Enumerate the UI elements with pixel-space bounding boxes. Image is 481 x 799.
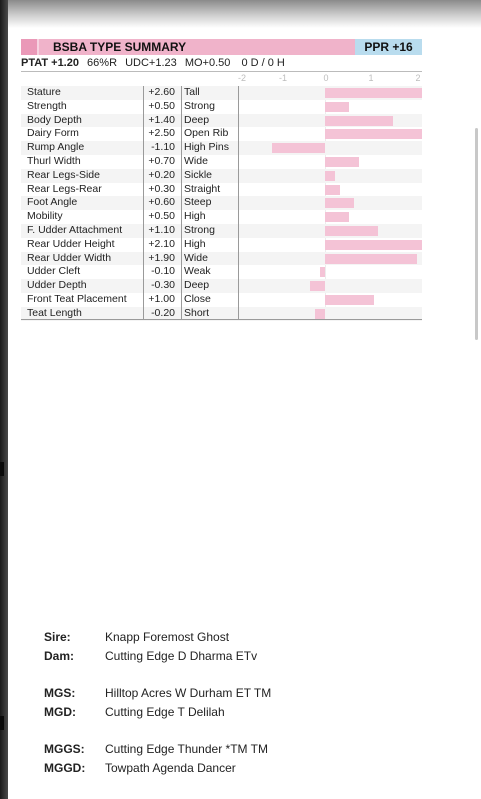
- trait-value: +2.10: [148, 237, 175, 250]
- scrollbar[interactable]: [475, 128, 478, 340]
- trait-descriptor: Strong: [184, 223, 215, 236]
- trait-descriptor: Wide: [184, 154, 208, 167]
- trait-descriptor: Straight: [184, 182, 221, 195]
- table-bottom-border: [21, 319, 422, 320]
- trait-name: Mobility: [27, 210, 63, 223]
- scale-tick: 2: [415, 73, 421, 83]
- trait-row: [21, 127, 422, 141]
- trait-descriptor: Strong: [184, 99, 215, 112]
- trait-descriptor: High: [184, 237, 206, 250]
- trait-bar: [310, 281, 325, 291]
- trait-descriptor: High: [184, 210, 206, 223]
- trait-table: [21, 86, 422, 321]
- mggd-name: Towpath Agenda Dancer: [105, 761, 236, 775]
- edge-tab-marker: [0, 462, 4, 476]
- trait-value: +0.20: [148, 168, 175, 181]
- trait-value: +2.60: [148, 86, 175, 98]
- mgs-label: MGS:: [44, 686, 76, 700]
- column-divider: [238, 86, 239, 320]
- trait-name: Rear Udder Width: [27, 251, 112, 264]
- trait-name: F. Udder Attachment: [27, 223, 123, 236]
- trait-bar: [325, 254, 417, 264]
- trait-row: [21, 86, 422, 100]
- ppr-badge: PPR +16: [355, 39, 422, 55]
- trait-value: +1.10: [148, 223, 175, 236]
- bar-scale: [238, 73, 424, 85]
- sire-name: Knapp Foremost Ghost: [105, 630, 230, 644]
- trait-value: -0.10: [151, 265, 175, 278]
- trait-value: -0.20: [151, 306, 175, 319]
- sire-label: Sire:: [44, 630, 71, 644]
- trait-row: [21, 210, 422, 224]
- summary-stats: [21, 57, 422, 72]
- trait-value: +2.50: [148, 127, 175, 140]
- trait-row: [21, 114, 422, 128]
- trait-descriptor: Sickle: [184, 168, 213, 181]
- trait-bar: [325, 157, 359, 167]
- scale-tick: -1: [278, 73, 288, 83]
- trait-bar: [325, 226, 378, 236]
- trait-row: [21, 293, 422, 307]
- trait-name: Strength: [27, 99, 67, 112]
- window-top-shadow: [0, 0, 481, 28]
- trait-descriptor: Close: [184, 292, 211, 305]
- trait-row: [21, 183, 422, 197]
- trait-bar: [325, 185, 340, 195]
- trait-row: [21, 141, 422, 155]
- trait-descriptor: Open Rib: [184, 127, 229, 140]
- reliability-value: 66%R: [87, 57, 118, 69]
- trait-bar: [325, 212, 349, 222]
- mgs-name: Hilltop Acres W Durham ET TM: [105, 686, 272, 700]
- mggs-name: Cutting Edge Thunder *TM TM: [105, 742, 268, 756]
- trait-descriptor: Tall: [184, 86, 200, 98]
- trait-bar: [325, 240, 422, 250]
- trait-bar: [315, 309, 325, 319]
- scale-tick: 0: [323, 73, 329, 83]
- trait-value: -1.10: [151, 141, 175, 154]
- trait-name: Rear Udder Height: [27, 237, 115, 250]
- trait-bar: [320, 267, 325, 277]
- trait-name: Stature: [27, 86, 61, 98]
- trait-name: Thurl Width: [27, 154, 81, 167]
- trait-name: Udder Cleft: [27, 265, 81, 278]
- trait-descriptor: Weak: [184, 265, 211, 278]
- trait-name: Front Teat Placement: [27, 292, 127, 305]
- trait-value: -0.30: [151, 279, 175, 292]
- trait-descriptor: Wide: [184, 251, 208, 264]
- trait-row: [21, 265, 422, 279]
- trait-value: +0.70: [148, 154, 175, 167]
- column-divider: [143, 86, 144, 320]
- trait-descriptor: High Pins: [184, 141, 229, 154]
- mggd-label: MGGD:: [44, 761, 86, 775]
- trait-value: +1.40: [148, 113, 175, 126]
- dam-name: Cutting Edge D Dharma ETv: [105, 649, 258, 663]
- trait-row: [21, 279, 422, 293]
- trait-name: Rear Legs-Rear: [27, 182, 102, 195]
- trait-name: Body Depth: [27, 113, 82, 126]
- trait-row: [21, 196, 422, 210]
- udc-value: UDC+1.23: [125, 57, 177, 69]
- mo-value: MO+0.50: [184, 57, 231, 69]
- trait-bar: [325, 198, 354, 208]
- mggs-label: MGGS:: [44, 742, 85, 756]
- trait-name: Foot Angle: [27, 196, 78, 209]
- type-summary-title: BSBA TYPE SUMMARY: [53, 40, 187, 54]
- trait-value: +0.50: [148, 99, 175, 112]
- scale-tick: 1: [368, 73, 374, 83]
- trait-bar: [272, 143, 325, 153]
- trait-row: [21, 224, 422, 238]
- header-color-swatch: [21, 39, 39, 55]
- trait-bar: [325, 116, 393, 126]
- trait-bar: [325, 88, 422, 98]
- trait-value: +0.50: [148, 210, 175, 223]
- trait-value: +1.00: [148, 292, 175, 305]
- trait-row: [21, 155, 422, 169]
- trait-value: +1.90: [148, 251, 175, 264]
- left-window-edge: [0, 0, 8, 799]
- trait-bar: [325, 171, 335, 181]
- trait-row: [21, 252, 422, 266]
- column-divider: [181, 86, 182, 320]
- trait-value: +0.60: [148, 196, 175, 209]
- trait-row: [21, 169, 422, 183]
- trait-descriptor: Deep: [184, 279, 210, 292]
- trait-name: Dairy Form: [27, 127, 79, 140]
- trait-row: [21, 100, 422, 114]
- daughters-herds-value: 0 D / 0 H: [241, 57, 285, 69]
- trait-descriptor: Deep: [184, 113, 210, 126]
- mgd-label: MGD:: [44, 705, 76, 719]
- trait-descriptor: Short: [184, 306, 210, 319]
- trait-name: Teat Length: [27, 306, 82, 319]
- trait-row: [21, 238, 422, 252]
- trait-descriptor: Steep: [184, 196, 212, 209]
- trait-bar: [325, 295, 374, 305]
- trait-value: +0.30: [148, 182, 175, 195]
- type-summary-header: [21, 39, 422, 55]
- trait-name: Rump Angle: [27, 141, 85, 154]
- mgd-name: Cutting Edge T Delilah: [105, 705, 225, 719]
- trait-bar: [325, 129, 422, 139]
- scale-tick: -2: [237, 73, 247, 83]
- trait-name: Rear Legs-Side: [27, 168, 100, 181]
- trait-bar: [325, 102, 349, 112]
- dam-label: Dam:: [44, 649, 75, 663]
- ptat-value: PTAT +1.20: [21, 57, 79, 69]
- trait-name: Udder Depth: [27, 279, 87, 292]
- edge-tab-marker: [0, 716, 4, 730]
